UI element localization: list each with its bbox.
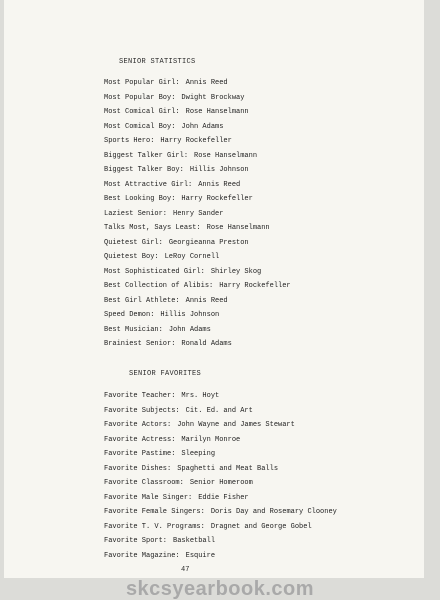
statistics-line xyxy=(104,134,291,149)
statistics-value: Annis Reed xyxy=(185,79,228,87)
favorites-value: Dragnet and George Gobel xyxy=(210,522,312,531)
favorites-line xyxy=(104,549,337,564)
favorites-value: Marilyn Monroe xyxy=(181,435,241,444)
statistics-value: Annis Reed xyxy=(198,180,241,189)
senior-statistics-heading: SENIOR STATISTICS xyxy=(119,58,196,66)
statistics-label: Most Comical Boy: xyxy=(104,122,176,131)
statistics-label: Brainiest Senior: xyxy=(104,340,176,348)
statistics-label: Best Looking Boy: xyxy=(104,195,176,203)
statistics-label: Most Popular Boy: xyxy=(104,93,176,102)
page-number: 47 xyxy=(181,566,190,574)
statistics-line xyxy=(104,120,291,135)
favorites-label: Favorite Actress: xyxy=(104,435,176,444)
statistics-value: Rose Hanselmann xyxy=(194,151,258,160)
favorites-value: John Wayne and James Stewart xyxy=(177,421,295,429)
statistics-label: Quietest Girl: xyxy=(104,238,163,247)
statistics-value: Rose Hanselmann xyxy=(185,108,249,116)
statistics-line xyxy=(104,323,291,338)
site-watermark: skcsyearbook.com xyxy=(0,578,440,600)
favorites-value: Senior Homeroom xyxy=(189,479,253,487)
favorites-line xyxy=(104,476,337,491)
favorites-label: Favorite Teacher: xyxy=(104,392,176,400)
statistics-line xyxy=(104,163,291,178)
statistics-label: Most Sophisticated Girl: xyxy=(104,267,205,276)
favorites-line xyxy=(104,491,337,506)
statistics-label: Biggest Talker Girl: xyxy=(104,151,189,160)
favorites-value: Mrs. Hoyt xyxy=(181,392,220,400)
favorites-label: Favorite Dishes: xyxy=(104,464,172,473)
statistics-label: Quietest Boy: xyxy=(104,253,159,261)
favorites-label: Favorite Female Singers: xyxy=(104,508,205,516)
favorites-line xyxy=(104,534,337,549)
favorites-line xyxy=(104,520,337,535)
statistics-line xyxy=(104,294,291,309)
statistics-label: Most Popular Girl: xyxy=(104,79,180,87)
statistics-label: Sports Hero: xyxy=(104,137,155,145)
favorites-line xyxy=(104,389,337,404)
favorites-value: Cit. Ed. and Art xyxy=(185,406,253,415)
favorites-label: Favorite T. V. Programs: xyxy=(104,522,205,531)
favorites-value: Eddie Fisher xyxy=(198,493,249,502)
statistics-line xyxy=(104,178,291,193)
statistics-label: Talks Most, Says Least: xyxy=(104,224,201,232)
statistics-label: Most Attractive Girl: xyxy=(104,180,193,189)
favorites-line xyxy=(104,505,337,520)
senior-statistics-list xyxy=(104,76,291,352)
statistics-line xyxy=(104,91,291,106)
statistics-line xyxy=(104,221,291,236)
statistics-line xyxy=(104,337,291,352)
favorites-label: Favorite Male Singer: xyxy=(104,493,193,502)
statistics-line xyxy=(104,236,291,251)
statistics-label: Most Comical Girl: xyxy=(104,108,180,116)
statistics-value: Shirley Skog xyxy=(210,267,262,276)
statistics-label: Biggest Talker Boy: xyxy=(104,166,184,174)
favorites-label: Favorite Subjects: xyxy=(104,406,180,415)
statistics-line xyxy=(104,308,291,323)
favorites-line xyxy=(104,433,337,448)
statistics-value: Harry Rockefeller xyxy=(219,282,291,290)
statistics-line xyxy=(104,192,291,207)
statistics-value: Harry Rockefeller xyxy=(181,195,253,203)
statistics-value: John Adams xyxy=(168,325,211,334)
favorites-label: Favorite Sport: xyxy=(104,537,168,545)
statistics-label: Best Girl Athlete: xyxy=(104,296,180,305)
statistics-line xyxy=(104,105,291,120)
favorites-label: Favorite Magazine: xyxy=(104,551,180,560)
statistics-value: LeRoy Cornell xyxy=(164,253,220,261)
statistics-value: Hillis Johnson xyxy=(160,311,220,319)
statistics-value: Henry Sander xyxy=(173,209,224,218)
statistics-line xyxy=(104,265,291,280)
statistics-label: Best Collection of Alibis: xyxy=(104,282,214,290)
senior-favorites-list xyxy=(104,389,337,563)
statistics-line xyxy=(104,279,291,294)
favorites-line xyxy=(104,462,337,477)
statistics-label: Best Musician: xyxy=(104,325,163,334)
favorites-value: Doris Day and Rosemary Clooney xyxy=(210,508,337,516)
favorites-value: Basketball xyxy=(173,537,216,545)
statistics-line xyxy=(104,250,291,265)
statistics-line xyxy=(104,207,291,222)
favorites-label: Favorite Actors: xyxy=(104,421,172,429)
statistics-value: Harry Rockefeller xyxy=(160,137,232,145)
favorites-line xyxy=(104,447,337,462)
favorites-value: Esquire xyxy=(185,551,216,560)
statistics-label: Speed Demon: xyxy=(104,311,155,319)
favorites-label: Favorite Pastime: xyxy=(104,450,176,458)
statistics-value: John Adams xyxy=(181,122,224,131)
yearbook-page xyxy=(4,0,424,578)
statistics-line xyxy=(104,149,291,164)
statistics-value: Dwight Brockway xyxy=(181,93,245,102)
statistics-value: Annis Reed xyxy=(185,296,228,305)
statistics-line xyxy=(104,76,291,91)
favorites-value: Spaghetti and Meat Balls xyxy=(177,464,279,473)
statistics-label: Laziest Senior: xyxy=(104,209,168,218)
favorites-value: Sleeping xyxy=(181,450,216,458)
favorites-line xyxy=(104,404,337,419)
senior-favorites-heading: SENIOR FAVORITES xyxy=(129,370,202,378)
favorites-label: Favorite Classroom: xyxy=(104,479,184,487)
statistics-value: Hillis Johnson xyxy=(189,166,249,174)
favorites-line xyxy=(104,418,337,433)
statistics-value: Georgieanna Preston xyxy=(168,238,249,247)
statistics-value: Rose Hanselmann xyxy=(206,224,270,232)
statistics-value: Ronald Adams xyxy=(181,340,232,348)
